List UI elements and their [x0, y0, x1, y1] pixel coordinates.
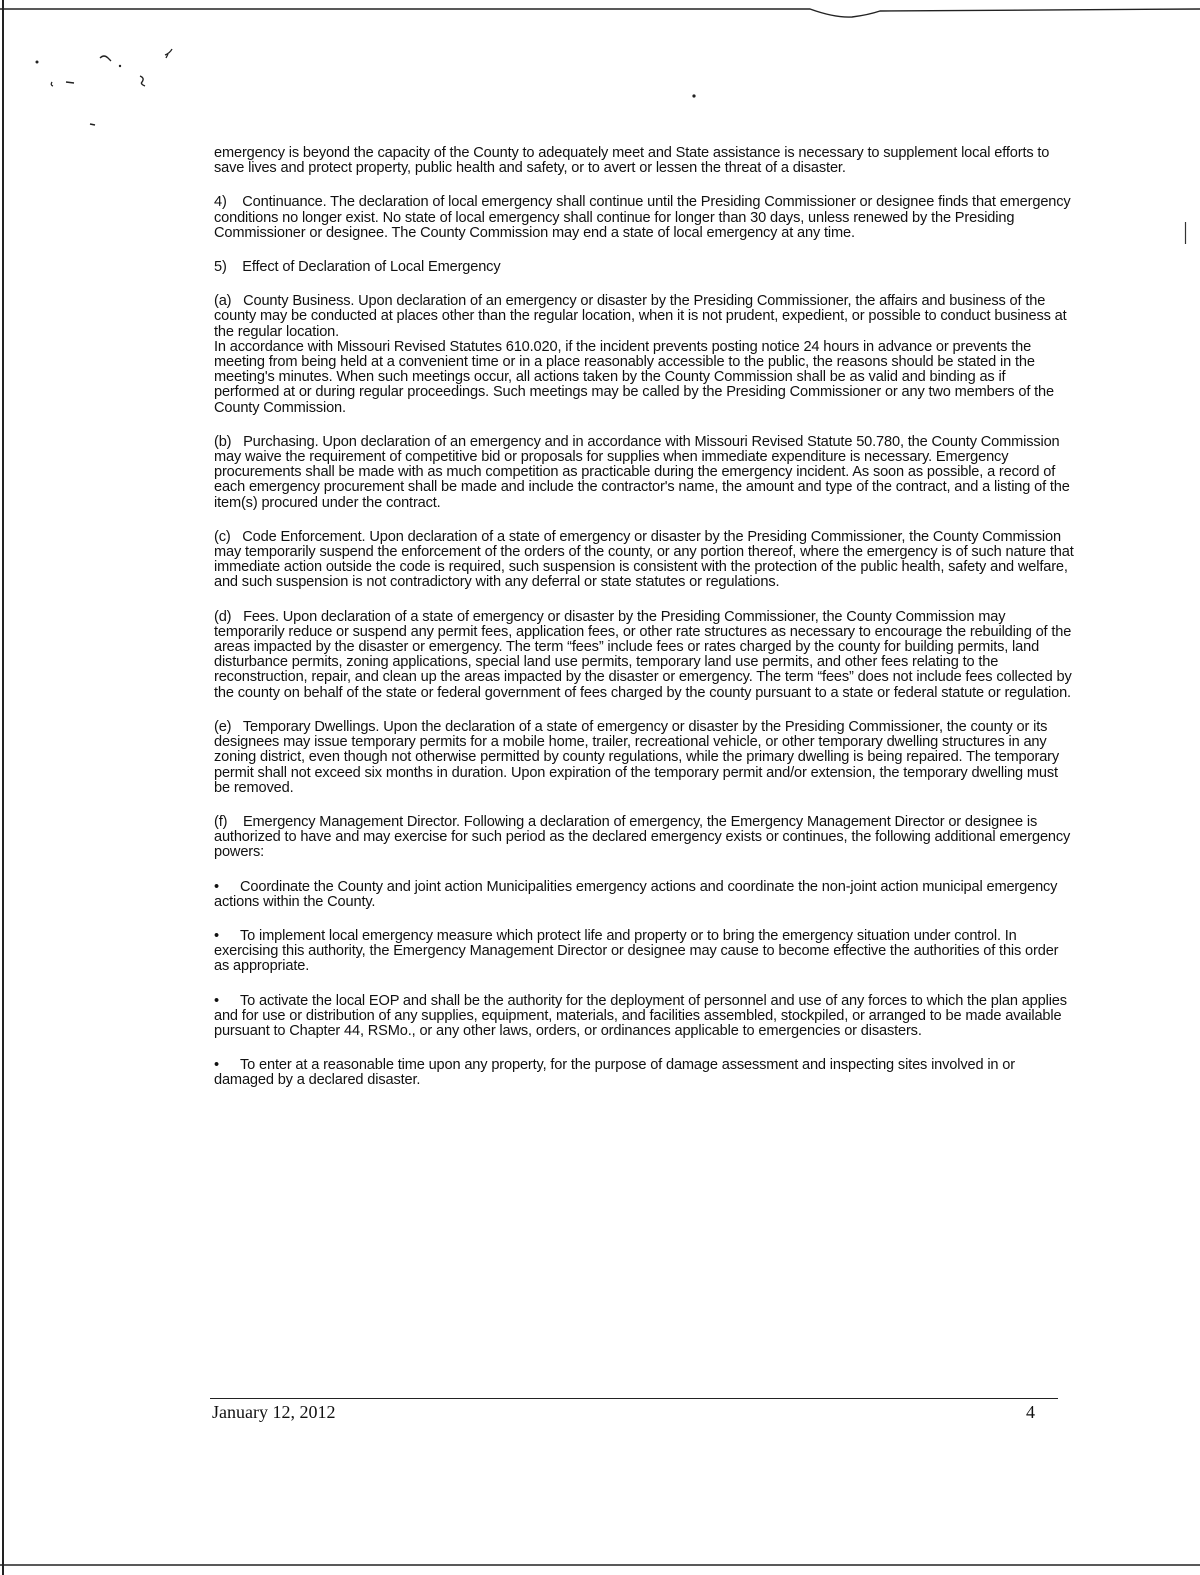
paragraph-emergency-management-director: (f) Emergency Management Director. Following a declaration of emergency, the Emergency Management Director or designee is authorized to have and may exercise for such period as the declared emergency exists or continues, the following additional emergency powers: — [214, 813, 1071, 861]
heading-effect-of-declaration: 5) Effect of Declaration of Local Emergency — [214, 259, 501, 276]
bullet-item — [214, 1058, 1074, 1088]
scan-specks — [0, 0, 1200, 140]
bullet-item — [214, 994, 1074, 1040]
paragraph-county-business: (a) County Business. Upon declaration of an emergency or disaster by the Presiding Commissioner, the affairs and business of the county may be conducted at places other than the regular location, when it is not prudent, expedient, or possible to conduct business at the regular location. — [214, 293, 1067, 340]
bullet-icon: • — [214, 927, 219, 944]
scan-bottom-edge — [0, 1562, 1200, 1568]
scan-left-edge — [0, 0, 8, 1575]
bullet-icon: • — [214, 1057, 219, 1074]
footer-divider — [210, 1398, 1058, 1399]
paragraph-temporary-dwellings: (e) Temporary Dwellings. Upon the declaration of a state of emergency or disaster by the Presiding Commissioner, the county or its designees may issue temporary permits for a mobile home, trailer, recreational vehicle, or other temporary dwelling structures in any zoning district, even though not otherwise permitted by county regulations, while the primary dwelling is being repaired. The temporary permit shall not exceed six months in duration. Upon expiration of the temporary permit and/or extension, the temporary dwelling must be removed. — [214, 718, 1060, 796]
paragraph-fees: (d) Fees. Upon declaration of a state of emergency or disaster by the Presiding Commissioner, the County Commission may temporarily reduce or suspend any permit fees, application fees, or other rate structures as necessary to encourage the rebuilding of the areas impacted by the disaster or emergency. The term “fees” include fees or rates charged by the county for building permits, land disturbance permits, zoning applications, special land use permits, temporary land use permits, and other fees relating to the reconstruction, repair, and clean up the areas impacted by the disaster or emergency. The term “fees” does not include fees collected by the county on behalf of the state or federal government of fees charged by the county pursuant to a state or federal statute or regulation. — [214, 608, 1072, 701]
bullet-text: To activate the local EOP and shall be the authority for the deployment of personnel and use of any forces to which the plan applies and for use or distribution of any supplies, equipment, materials, and facilities assembled, stockpiled, or arranged to be made available pursuant to Chapter 44, RSMo., or any other laws, orders, or ordinances applicable to emergencies or disasters. — [214, 992, 1067, 1039]
paragraph-emergency-capacity: emergency is beyond the capacity of the County to adequately meet and State assistance is necessary to supplement local efforts to save lives and protect property, public health and safety, or to avert or lessen the threat of a disaster. — [214, 145, 1050, 177]
footer-date: January 12, 2012 — [212, 1402, 336, 1422]
bullet-item — [214, 929, 1074, 975]
paragraph-revised-statutes: In accordance with Missouri Revised Statutes 610.020, if the incident prevents posting notice 24 hours in advance or prevents the meeting from being held at a convenient time or in a place reasonably accessible to the public, the reasons should be stated in the meeting's minutes. When such meetings occur, all actions taken by the County Commission shall be as valid and binding as if performed at or during regular proceedings. Such meetings may be called by the Presiding Commissioner or any two members of the County Commission. — [214, 338, 1054, 416]
bullet-icon: • — [214, 878, 219, 895]
scan-mark — [1184, 222, 1187, 244]
page-number: 4 — [1026, 1402, 1035, 1422]
bullet-text: To enter at a reasonable time upon any property, for the purpose of damage assessment and inspecting sites involved in or damaged by a declared disaster. — [214, 1057, 1015, 1089]
bullet-item — [214, 880, 1074, 910]
paragraph-continuance: 4) Continuance. The declaration of local emergency shall continue until the Presiding Commissioner or designee finds that emergency conditions no longer exist. No state of local emergency shall continue for longer than 30 days, unless renewed by the Presiding Commissioner or designee. The County Commission may end a state of local emergency at any time. — [214, 194, 1071, 241]
bullet-text: Coordinate the County and joint action Municipalities emergency actions and coordinate the non-joint action municipal emergency actions within the County. — [214, 878, 1058, 910]
document-body — [214, 146, 1074, 1108]
paragraph-purchasing: (b) Purchasing. Upon declaration of an emergency and in accordance with Missouri Revised Statute 50.780, the County Commission may waive the requirement of competitive bid or proposals for supplies when immediate expenditure is necessary. Emergency procurements shall be made with as much competition as practicable during the emergency incident. As soon as possible, a record of each emergency procurement shall be made and include the contractor's name, the amount and type of the contract, and a listing of the item(s) procured under the contract. — [214, 433, 1070, 511]
paragraph-code-enforcement: (c) Code Enforcement. Upon declaration of a state of emergency or disaster by the Presiding Commissioner, the County Commission may temporarily suspend the enforcement of the orders of the county, or any portion thereof, where the emergency is of such nature that immediate action outside the code is required, such suspension is consistent with the protection of the public health, safety and welfare, and such suspension is not contradictory with any deferral or state statutes or regulations. — [214, 528, 1074, 591]
bullet-icon: • — [214, 992, 219, 1009]
bullet-text: To implement local emergency measure which protect life and property or to bring the emergency situation under control. In exercising this authority, the Emergency Management Director or designee may cause to become effective the authorities of this order as appropriate. — [214, 927, 1059, 975]
